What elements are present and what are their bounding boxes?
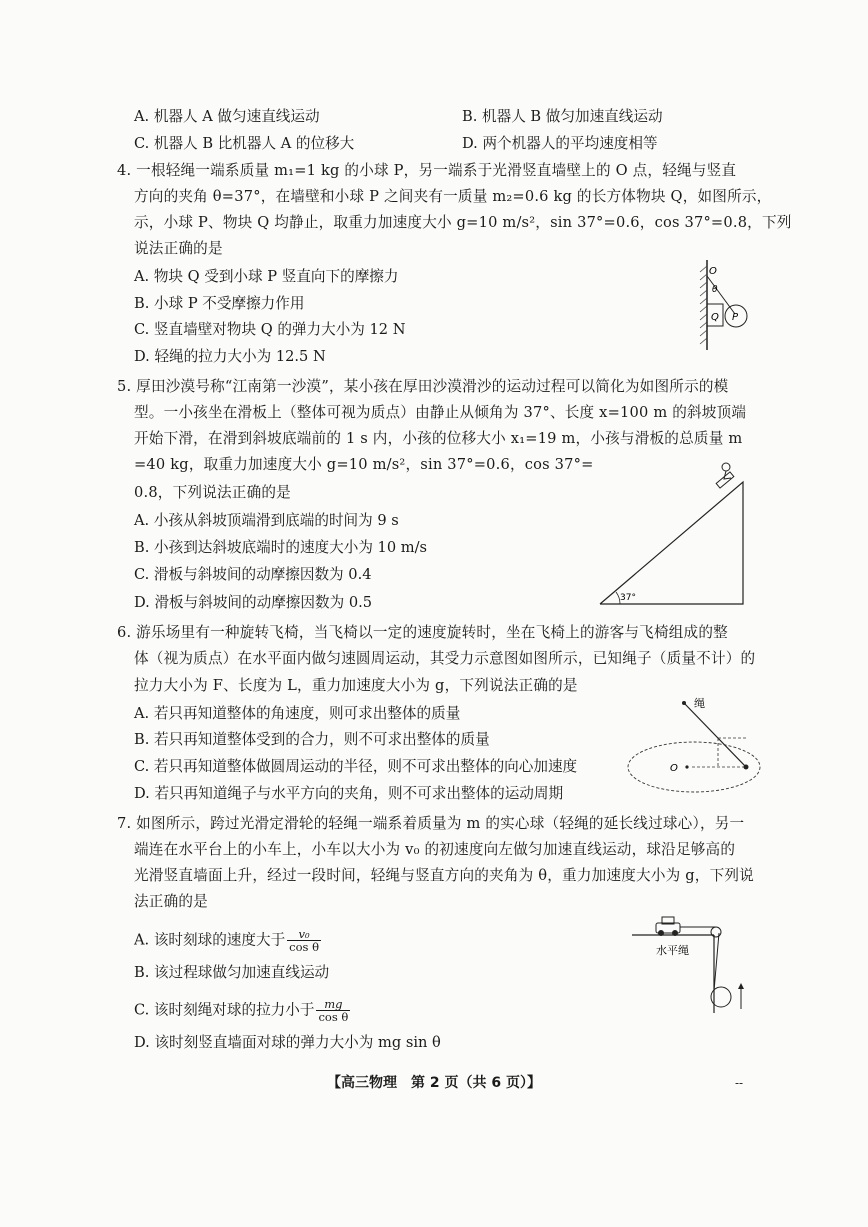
fraction-denominator: cos θ [318, 1010, 349, 1025]
q5-stem-line-4: =40 kg，取重力加速度大小 g=10 m/s²，sin 37°=0.6，cos 37°= [134, 456, 594, 473]
q5-option-d: D. 滑板与斜坡间的动摩擦因数为 0.5 [134, 594, 373, 611]
q3-option-b: B. 机器人 B 做匀加速直线运动 [462, 108, 663, 125]
q5-stem-line-3: 开始下滑，在滑到斜坡底端前的 1 s 内，小孩的位移大小 x₁=19 m，小孩与滑板的总质量 m [134, 430, 743, 447]
child-head [722, 463, 730, 471]
q5-option-b: B. 小孩到达斜坡底端时的速度大小为 10 m/s [134, 539, 428, 556]
q3-option-c: C. 机器人 B 比机器人 A 的位移大 [134, 135, 355, 152]
label-theta: θ [712, 285, 718, 295]
cart-wheel-left [658, 930, 664, 936]
q6-stem-line-2: 体（视为质点）在水平面内做匀速圆周运动，其受力示意图如图所示，已知绳子（质量不计）的 [134, 650, 756, 667]
rider-point [744, 765, 749, 770]
q6-option-d: D. 若只再知道绳子与水平方向的夹角，则不可求出整体的运动周期 [134, 785, 564, 802]
q6-stem-line-1: 6. 游乐场里有一种旋转飞椅，当飞椅以一定的速度旋转时，坐在飞椅上的游客与飞椅组成的整 [117, 624, 728, 641]
q6-option-b: B. 若只再知道整体受到的合力，则不可求出整体的质量 [134, 731, 490, 748]
center-label: O [670, 763, 678, 774]
q6-option-a: A. 若只再知道整体的角速度，则可求出整体的质量 [134, 705, 461, 722]
q4-option-d: D. 轻绳的拉力大小为 12.5 N [134, 348, 326, 365]
q5-stem-line-2: 型。一小孩坐在滑板上（整体可视为质点）由静止从倾角为 37°、长度 x=100 m 的斜坡顶端 [134, 404, 747, 421]
q4-option-a: A. 物块 Q 受到小球 P 竖直向下的摩擦力 [134, 268, 399, 285]
wall-hatching [700, 266, 707, 344]
label-p: P [732, 312, 739, 323]
fraction-numerator: v₀ [287, 928, 321, 941]
rope-label: 水平绳 [656, 944, 689, 957]
q5-option-a: A. 小孩从斜坡顶端滑到底端的时间为 9 s [134, 512, 399, 529]
corner-mark: -- [735, 1076, 744, 1090]
q7-stem-line-4: 法正确的是 [134, 893, 208, 910]
q4-wall-ball-figure [695, 258, 765, 358]
q5-stem-line-5: 0.8，下列说法正确的是 [134, 484, 291, 501]
rope-line [707, 276, 735, 314]
q5-slope-figure [598, 455, 748, 607]
q7-option-a-fraction [287, 928, 321, 953]
rope-label: 绳 [694, 697, 705, 710]
fraction-numerator: mg [316, 998, 350, 1011]
pulley [711, 927, 721, 937]
rope-end [682, 701, 686, 705]
q4-option-b: B. 小球 P 不受摩擦力作用 [134, 295, 305, 312]
q6-stem-line-3: 拉力大小为 F、长度为 L，重力加速度大小为 g，下列说法正确的是 [134, 677, 578, 694]
q7-option-b: B. 该过程球做匀加速直线运动 [134, 964, 330, 981]
q7-option-d: D. 该时刻竖直墙面对球的弹力大小为 mg sin θ [134, 1034, 441, 1051]
q3-option-a: A. 机器人 A 做匀速直线运动 [134, 108, 320, 125]
q5-stem-line-1: 5. 厚田沙漠号称“江南第一沙漠”，某小孩在厚田沙漠滑沙的运动过程可以简化为如图所示的模 [117, 378, 729, 395]
q3-option-d: D. 两个机器人的平均速度相等 [462, 135, 658, 152]
q6-swing-figure [622, 695, 772, 795]
q4-stem-line-2: 方向的夹角 θ=37°，在墙壁和小球 P 之间夹有一质量 m₂=0.6 kg 的长方体物块 Q，如图所示， [134, 188, 772, 205]
label-q: Q [711, 312, 719, 323]
slope-triangle [600, 482, 743, 604]
center-point [685, 765, 688, 768]
cart-wheel-right [672, 930, 678, 936]
q4-stem-line-1: 4. 一根轻绳一端系质量 m₁=1 kg 的小球 P，另一端系于光滑竖直墙壁上的 O 点，轻绳与竖直 [117, 162, 737, 179]
fraction-denominator: cos θ [289, 940, 320, 955]
q7-option-a-text: A. 该时刻球的速度大于 [134, 931, 286, 949]
q4-stem-line-4: 说法正确的是 [134, 240, 223, 257]
q7-option-c-fraction [316, 998, 350, 1023]
angle-label: 37° [620, 593, 636, 603]
q7-stem-line-1: 7. 如图所示，跨过光滑定滑轮的轻绳一端系着质量为 m 的实心球（轻绳的延长线过球心），另一 [117, 815, 745, 832]
q7-stem-line-3: 光滑竖直墙面上升，经过一段时间，轻绳与竖直方向的夹角为 θ，重力加速度大小为 g，下列说 [134, 867, 754, 884]
rope-line [684, 703, 746, 767]
upward-arrow-head [738, 983, 744, 989]
page-footer: 【高三物理 第 2 页（共 6 页）】 [327, 1075, 541, 1091]
q7-option-c [134, 998, 350, 1023]
q4-option-c: C. 竖直墙壁对物块 Q 的弹力大小为 12 N [134, 321, 406, 338]
q6-option-c: C. 若只再知道整体做圆周运动的半径，则不可求出整体的向心加速度 [134, 758, 578, 775]
q7-option-c-text: C. 该时刻绳对球的拉力小于 [134, 1001, 315, 1019]
q7-stem-line-2: 端连在水平台上的小车上，小车以大小为 v₀ 的初速度向左做匀加速直线运动，球沿足够高的 [134, 841, 736, 858]
q7-option-a [134, 928, 321, 953]
label-o: O [709, 266, 717, 277]
hanging-rope [714, 933, 719, 991]
q4-stem-line-3: 示，小球 P、物块 Q 均静止，取重力加速度大小 g=10 m/s²，sin 37°=0.6，cos 37°=0.8，下列 [134, 214, 792, 231]
q5-option-c: C. 滑板与斜坡间的动摩擦因数为 0.4 [134, 566, 372, 583]
q7-pulley-figure [628, 905, 753, 1017]
